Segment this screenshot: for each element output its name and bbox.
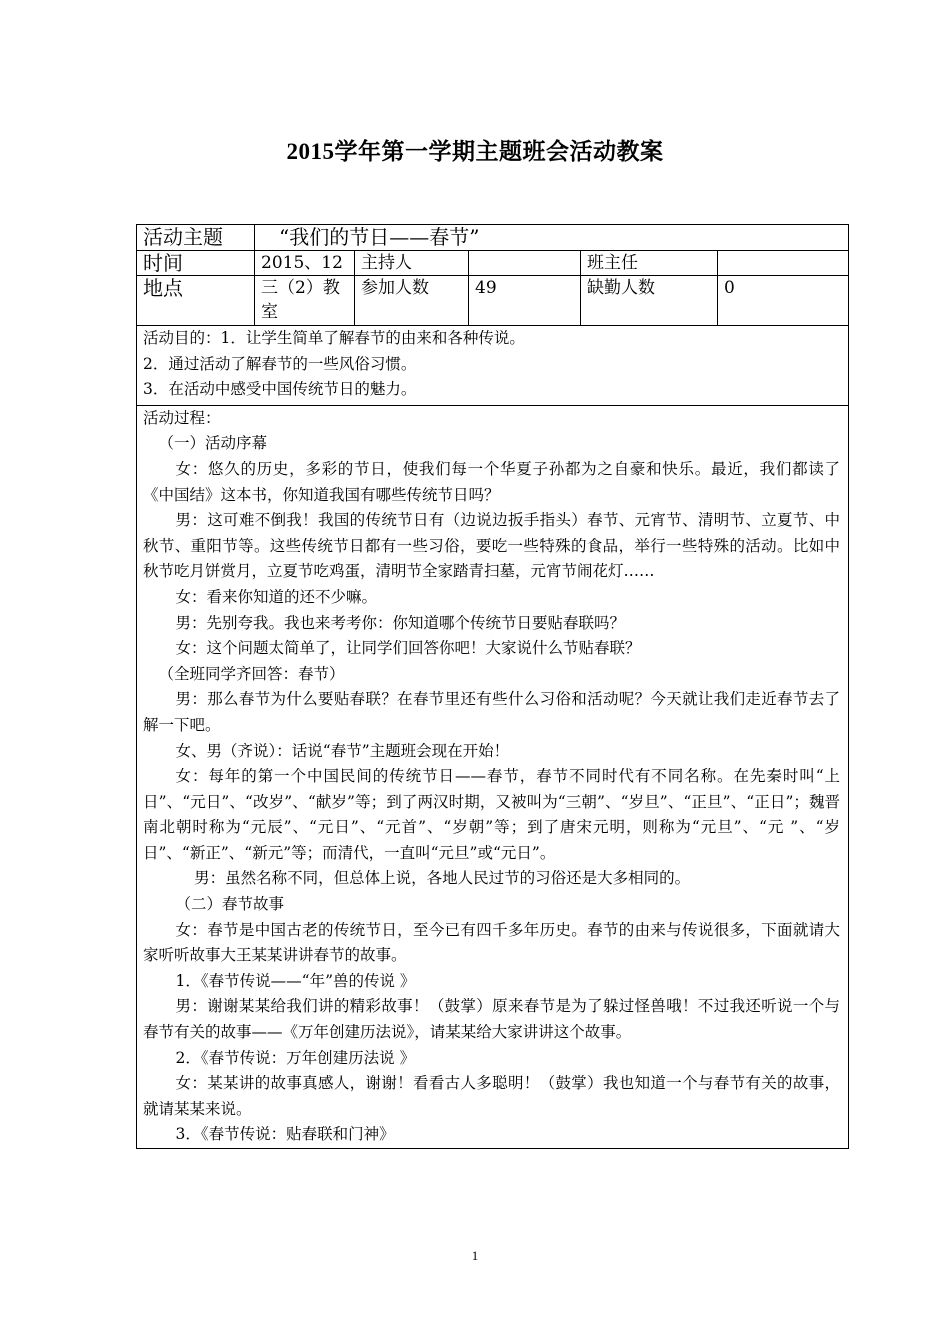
purpose-row [137, 326, 849, 406]
document-title: 2015学年第一学期主题班会活动教案 [286, 139, 664, 164]
purpose-line: 3．在活动中感受中国传统节日的魅力。 [143, 380, 417, 399]
page-number: 1 [471, 1248, 479, 1263]
process-paragraph: 女、男（齐说）：话说“春节”主题班会现在开始！ [175, 741, 510, 760]
process-paragraph: 3．《春节传说：贴春联和门神》 [175, 1125, 395, 1144]
purpose-cell [137, 326, 849, 406]
process-paragraph: 女：看来你知道的还不少嘛。 [175, 587, 378, 606]
time-row [137, 251, 849, 276]
process-paragraph: 男：先别夸我。我也来考考你：你知道哪个传统节日要贴春联吗？ [175, 613, 626, 632]
process-row [137, 405, 849, 1148]
host-label: 主持人 [355, 251, 469, 276]
process-paragraph: 男：那么春节为什么要贴春联？在春节里还有些什么习俗和活动呢？今天就让我们走近春节去了解一下吧。 [143, 690, 841, 734]
host-value [469, 251, 581, 276]
participants-value: 49 [469, 276, 581, 326]
process-paragraph: 男：这可难不倒我！我国的传统节日有（边说边扳手指头）春节、元宵节、清明节、立夏节、中秋节、重阳节等。这些传统节日都有一些习俗，要吃一些特殊的食品，举行一些特殊的活动。比如中秋节吃月饼赏月，立夏节吃鸡蛋，清明节全家踏青扫墓，元宵节闹花灯…… [143, 511, 841, 581]
process-paragraph: 男：虽然名称不同，但总体上说，各地人民过节的习俗还是大多相同的。 [194, 869, 691, 888]
place-label: 地点 [137, 276, 255, 326]
theme-row [137, 225, 849, 251]
place-value: 三（2）教室 [255, 276, 355, 326]
process-paragraph: 女：每年的第一个中国民间的传统节日——春节，春节不同时代有不同名称。在先秦时叫“上日”、“元日”、“改岁”、“献岁”等；到了两汉时期，又被叫为“三朝”、“岁旦”、“正旦”、“正日”；魏晋南北朝时称为“元辰”、“元日”、“元首”、“岁朝”等；到了唐宋元明，则称为“元旦”、“元 ”、“岁日”、“新正”、“新元”等；而清代，一直叫“元旦”或“元日”。 [143, 767, 841, 862]
process-paragraph: 男：谢谢某某给我们讲的精彩故事！（鼓掌）原来春节是为了躲过怪兽哦！不过我还听说一个与春节有关的故事——《万年创建历法说》，请某某给大家讲讲这个故事。 [143, 997, 841, 1042]
process-text [143, 406, 848, 1148]
process-paragraph: （二）春节故事 [175, 895, 285, 914]
purpose-line: 活动目的：1．让学生简单了解春节的由来和各种传说。 [143, 329, 525, 347]
participants-label: 参加人数 [355, 276, 469, 326]
process-paragraph: 2．《春节传说：万年创建历法说 》 [175, 1048, 416, 1067]
absent-label: 缺勤人数 [581, 276, 718, 326]
process-paragraph: 女：悠久的历史，多彩的节日，使我们每一个华夏子孙都为之自豪和快乐。最近，我们都读了《中国结》这本书，你知道我国有哪些传统节日吗？ [143, 459, 841, 504]
process-paragraph: （全班同学齐回答：春节） [158, 664, 345, 683]
teacher-label: 班主任 [581, 251, 718, 276]
process-paragraph: 1．《春节传说——“年”兽的传说 》 [175, 971, 416, 990]
absent-value: 0 [718, 276, 849, 326]
process-paragraph: 女：某某讲的故事真感人，谢谢！看看古人多聪明！（鼓掌）我也知道一个与春节有关的故事，就请某某来说。 [143, 1074, 841, 1118]
lesson-plan-table [136, 224, 849, 1149]
theme-value: “我们的节日——春节” [255, 225, 849, 251]
process-paragraph: 活动过程： [143, 408, 221, 427]
process-paragraph: 女：春节是中国古老的传统节日，至今已有四千多年历史。春节的由来与传说很多，下面就请大家听听故事大王某某讲讲春节的故事。 [143, 920, 841, 965]
teacher-value [718, 251, 849, 276]
purpose-line: 2．通过活动了解春节的一些风俗习惯。 [143, 354, 417, 373]
theme-label: 活动主题 [137, 225, 255, 251]
place-row [137, 276, 849, 326]
time-label: 时间 [137, 251, 255, 276]
process-cell [137, 405, 849, 1148]
process-paragraph: （一）活动序幕 [158, 434, 268, 453]
time-value: 2015、12 [255, 251, 355, 276]
process-paragraph: 女：这个问题太简单了，让同学们回答你吧！大家说什么节贴春联？ [175, 639, 641, 658]
